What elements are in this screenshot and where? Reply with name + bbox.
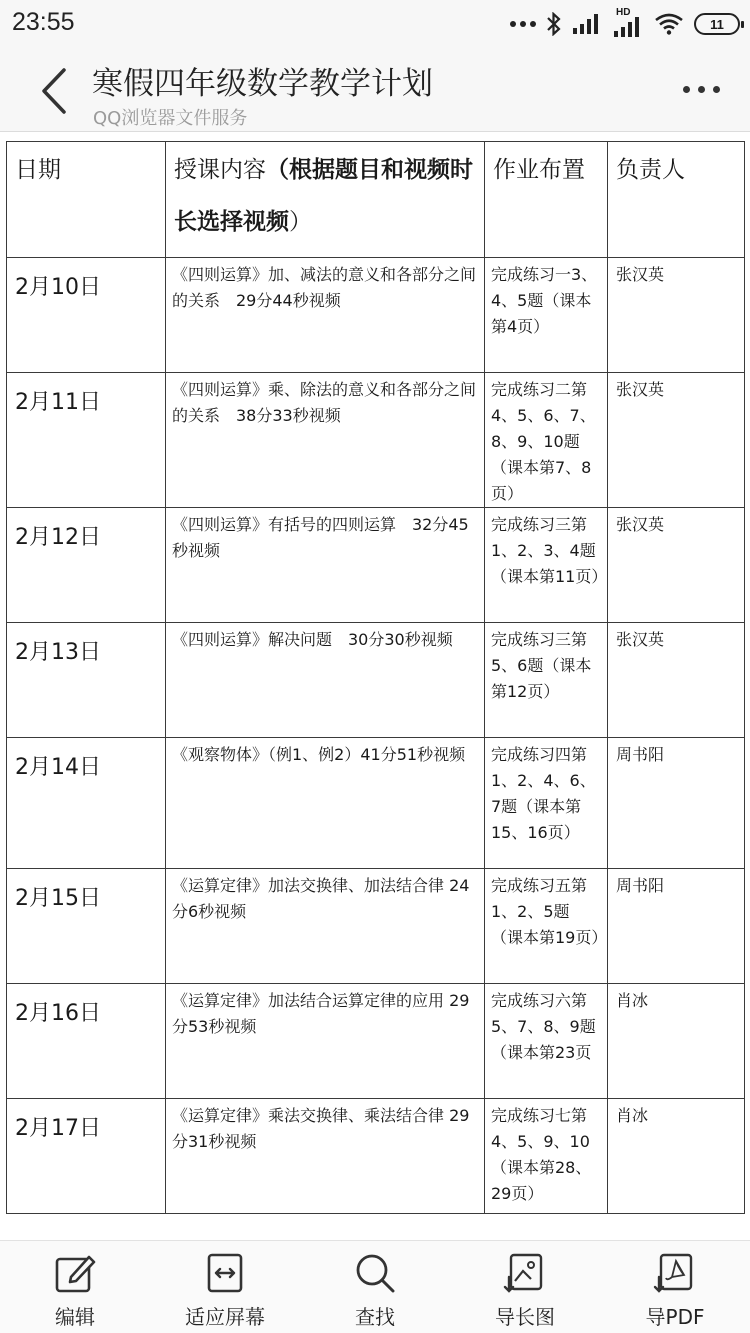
more-menu-button[interactable] [683,86,720,93]
row-date: 2月12日 [7,508,166,623]
row-date: 2月13日 [7,623,166,738]
header-content-note: （根据题目和视频时长选择视频 [174,157,473,235]
header [0,48,750,132]
teaching-plan-table [6,141,745,1214]
export-long-image-button[interactable] [450,1251,600,1331]
battery-icon [694,13,740,35]
bottom-toolbar [0,1240,750,1333]
table-row [7,373,745,508]
search-label: 查找 [355,1305,395,1329]
row-owner: 张汉英 [608,623,745,738]
header-homework: 作业布置 [485,142,608,258]
more-dot-icon [683,86,690,93]
table-row [7,869,745,984]
fit-screen-label: 适应屏幕 [185,1305,265,1329]
more-dot-icon [713,86,720,93]
table-row [7,623,745,738]
row-owner: 张汉英 [608,508,745,623]
header-owner: 负责人 [608,142,745,258]
row-content: 《观察物体》（例1、例2）41分51秒视频 [166,738,485,869]
row-homework: 完成练习五第1、2、5题（课本第19页） [485,869,608,984]
row-content: 《运算定律》乘法交换律、乘法结合律 29分31秒视频 [166,1099,485,1214]
row-homework: 完成练习一3、4、5题（课本第4页） [485,258,608,373]
row-homework: 完成练习四第1、2、4、6、7题（课本第15、16页） [485,738,608,869]
header-date: 日期 [7,142,166,258]
header-content [166,142,485,258]
search-button[interactable] [300,1251,450,1331]
hd-signal-icon [612,7,644,37]
signal-icon [572,13,602,35]
row-owner: 张汉英 [608,258,745,373]
row-owner: 肖冰 [608,1099,745,1214]
status-icons [510,8,740,40]
back-button[interactable] [36,66,76,116]
edit-label: 编辑 [55,1305,95,1329]
header-content-label: 授课内容 [174,157,266,183]
row-homework: 完成练习六第5、7、8、9题（课本第23页 [485,984,608,1099]
row-date: 2月16日 [7,984,166,1099]
row-date: 2月10日 [7,258,166,373]
edit-icon [53,1251,97,1295]
more-dot-icon [698,86,705,93]
row-content: 《四则运算》加、减法的意义和各部分之间的关系 29分44秒视频 [166,258,485,373]
table-row [7,738,745,869]
document-viewer[interactable] [0,133,750,1240]
row-content: 《四则运算》解决问题 30分30秒视频 [166,623,485,738]
row-owner: 周书阳 [608,869,745,984]
search-icon [353,1251,397,1295]
row-date: 2月14日 [7,738,166,869]
row-homework: 完成练习三第5、6题（课本第12页） [485,623,608,738]
table-row [7,258,745,373]
page-title: 寒假四年级数学教学计划 [92,66,433,102]
export-long-image-label: 导长图 [495,1305,555,1329]
table-row [7,508,745,623]
row-date: 2月17日 [7,1099,166,1214]
network-type: HD [616,7,631,18]
fit-screen-icon [203,1251,247,1295]
row-homework: 完成练习七第4、5、9、10（课本第28、29页） [485,1099,608,1214]
export-pdf-button[interactable] [600,1251,750,1331]
row-content: 《四则运算》有括号的四则运算 32分45秒视频 [166,508,485,623]
wifi-icon [654,13,684,35]
row-owner: 肖冰 [608,984,745,1099]
row-owner: 周书阳 [608,738,745,869]
header-content-close: ） [289,209,312,235]
row-date: 2月15日 [7,869,166,984]
fit-screen-button[interactable] [150,1251,300,1331]
page-subtitle: QQ浏览器文件服务 [93,108,248,129]
status-time: 23:55 [12,8,75,36]
chevron-left-icon [36,66,72,116]
export-long-image-icon [503,1251,547,1295]
row-homework: 完成练习二第4、5、6、7、8、9、10题（课本第7、8页） [485,373,608,508]
bluetooth-icon [546,12,562,36]
export-pdf-label: 导PDF [645,1305,705,1329]
table-row [7,984,745,1099]
status-bar [0,0,750,48]
row-content: 《四则运算》乘、除法的意义和各部分之间的关系 38分33秒视频 [166,373,485,508]
table-header-row [7,142,745,258]
edit-button[interactable] [0,1251,150,1331]
row-owner: 张汉英 [608,373,745,508]
export-pdf-icon [653,1251,697,1295]
table-row [7,1099,745,1214]
row-homework: 完成练习三第1、2、3、4题（课本第11页） [485,508,608,623]
notification-dots-icon [510,21,536,27]
row-date: 2月11日 [7,373,166,508]
battery-level: 11 [710,16,724,32]
row-content: 《运算定律》加法交换律、加法结合律 24分6秒视频 [166,869,485,984]
row-content: 《运算定律》加法结合运算定律的应用 29分53秒视频 [166,984,485,1099]
